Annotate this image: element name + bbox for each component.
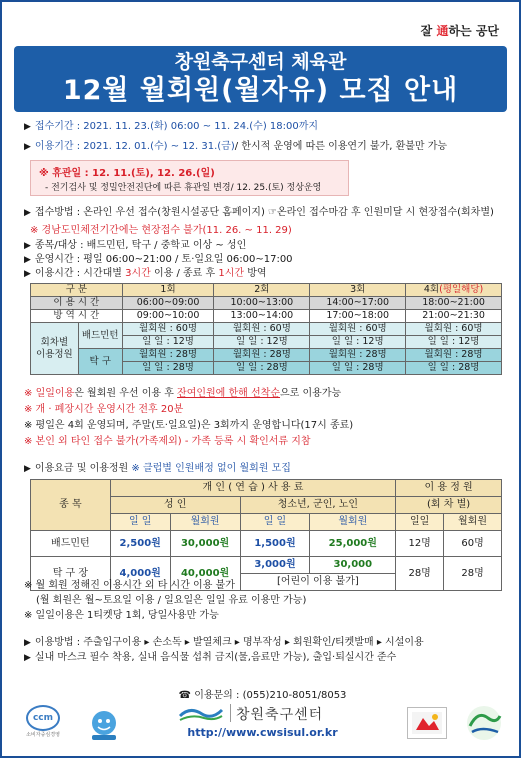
fees-col-personal: 개 인 ( 연 습 ) 사 용 료 xyxy=(110,480,395,497)
fees-table xyxy=(30,479,502,591)
tabletennis-label: 탁 구 xyxy=(78,349,122,375)
title-line2: 12월 월회원(월자유) 모집 안내 xyxy=(62,75,459,106)
fees-youth-monthly: 30,000 xyxy=(310,557,396,574)
rule-2: (월 회원은 월~토요일 이용 / 일요일은 일일 유료 이용만 가능) xyxy=(36,595,307,606)
tt-month-cell: 월회원 : 28명 xyxy=(310,349,406,362)
tt-month-cell: 월회원 : 28명 xyxy=(406,349,502,362)
badminton-day-cell: 일 일 : 12명 xyxy=(310,336,406,349)
note-weekday: ※ 평일은 4회 운영되며, 주말(토·일요일)은 3회까지 운영합니다(17시 종료) xyxy=(24,420,354,431)
usage-line: ▶ 이용시간 : 시간대별 3시간 이용 / 종료 후 1시간 방역 xyxy=(24,268,267,279)
center-logo: 창원축구센터 xyxy=(178,702,350,726)
note-open-close: ※ 개 · 폐장시간 운영시간 전후 20분 xyxy=(24,404,184,415)
badminton-month-cell: 월회원 : 60명 xyxy=(122,323,214,336)
note-daily-use: ※ 일일이용은 월회원 우선 이용 후 잔여인원에 한해 선착순으로 이용가능 xyxy=(24,388,342,399)
fees-col-cap-monthly: 월회원 xyxy=(444,514,502,531)
rule-5: ▶ 실내 마스크 필수 착용, 실내 음식물 섭취 금지(물,음료만 가능), 출입·퇴실시간 준수 xyxy=(24,652,397,663)
fees-youth-note: [어린이 이용 불가] xyxy=(240,574,396,591)
badminton-day-cell: 일 일 : 12명 xyxy=(406,336,502,349)
fees-col-daily: 일 일 xyxy=(110,514,170,531)
fees-col-item: 종 목 xyxy=(31,480,111,531)
fees-youth-monthly: 25,000원 xyxy=(310,531,396,557)
note-registration: ※ 본인 외 타인 접수 불가(가족제외) - 가족 등록 시 확인서류 지참 xyxy=(24,436,311,447)
website-link[interactable]: http://www.cwsisul.or.kr xyxy=(187,726,338,739)
fees-col-capacity2: (회 차 별) xyxy=(396,497,502,514)
holiday-box xyxy=(30,160,349,196)
fees-cap-monthly: 28명 xyxy=(444,557,502,591)
schedule-table xyxy=(30,283,502,375)
quarantine-time-cell: 09:00~10:00 xyxy=(122,310,214,323)
method-line: ▶ 접수방법 : 온라인 우선 접수(창원시설공단 홈페이지) ☞온라인 접수마감 후 인원미달 시 현장접수(회차별) xyxy=(24,207,494,218)
tt-month-cell: 월회원 : 28명 xyxy=(214,349,310,362)
target-line: ▶ 종목/대상 : 배드민턴, 탁구 / 중학교 이상 ~ 성인 xyxy=(24,240,247,251)
rule-1: ※ 월 회원 정해진 이용시간 외 타 시간 이용 불가 xyxy=(24,580,235,591)
ccm-logo: ccm 소비자중심경영 xyxy=(16,705,70,739)
fees-adult-monthly: 30,000원 xyxy=(170,531,240,557)
slogan: 잘 通하는 공단 xyxy=(420,24,499,38)
fees-adult-daily: 2,500원 xyxy=(110,531,170,557)
fees-cap-daily: 12명 xyxy=(396,531,444,557)
quarantine-time-cell: 13:00~14:00 xyxy=(214,310,310,323)
schedule-head-3: 3회 xyxy=(310,284,406,297)
schedule-head-2: 2회 xyxy=(214,284,310,297)
badge-logo xyxy=(407,707,447,739)
fees-cap-daily: 28명 xyxy=(396,557,444,591)
capacity-label: 회차별 이용정원 xyxy=(31,323,79,375)
schedule-head-1: 1회 xyxy=(122,284,214,297)
schedule-head-0: 구 분 xyxy=(31,284,123,297)
fees-col-monthly: 월회원 xyxy=(310,514,396,531)
badminton-month-cell: 월회원 : 60명 xyxy=(214,323,310,336)
tt-day-cell: 일 일 : 28명 xyxy=(406,362,502,375)
fees-col-youth: 청소년, 군인, 노인 xyxy=(240,497,396,514)
quarantine-time-label: 방 역 시 간 xyxy=(31,310,123,323)
fees-col-capacity: 이 용 정 원 xyxy=(396,480,502,497)
use-time-cell: 18:00~21:00 xyxy=(406,297,502,310)
quarantine-time-cell: 21:00~21:30 xyxy=(406,310,502,323)
fees-col-monthly: 월회원 xyxy=(170,514,240,531)
fees-youth-daily: 1,500원 xyxy=(240,531,310,557)
badminton-month-cell: 월회원 : 60명 xyxy=(406,323,502,336)
badminton-label: 배드민턴 xyxy=(78,323,122,349)
fees-col-adult: 성 인 xyxy=(110,497,240,514)
use-time-cell: 06:00~09:00 xyxy=(122,297,214,310)
use-time-label: 이 용 시 간 xyxy=(31,297,123,310)
fees-title: ▶ 이용요금 및 이용정원 ※ 클럽별 인원배정 없이 월회원 모집 xyxy=(24,463,291,474)
gyeongnam-note: ※ 경남도민체전기간에는 현장접수 불가(11. 26. ~ 11. 29) xyxy=(30,225,292,236)
tt-day-cell: 일 일 : 28명 xyxy=(214,362,310,375)
apply-period-line: ▶ 접수기간 : 2021. 11. 23.(화) 06:00 ~ 11. 24.(수) 18:00까지 xyxy=(24,121,319,132)
schedule-head-4: 4회(평일해당) xyxy=(406,284,502,297)
use-time-cell: 10:00~13:00 xyxy=(214,297,310,310)
use-period-line: ▶ 이용기간 : 2021. 12. 01.(수) ~ 12. 31.(금)/ 한시적 운영에 따른 이용연기 불가, 환불만 가능 xyxy=(24,141,448,152)
city-logo xyxy=(460,704,508,742)
holiday-note: - 전기검사 및 정밀안전진단에 따른 휴관일 변경/ 12. 25.(토) 정상운영 xyxy=(45,183,322,193)
title-banner xyxy=(14,46,507,112)
badminton-month-cell: 월회원 : 60명 xyxy=(310,323,406,336)
fees-row-item: 탁 구 장 xyxy=(31,557,111,591)
fees-youth-daily: 3,000원 xyxy=(240,557,310,574)
quarantine-time-cell: 17:00~18:00 xyxy=(310,310,406,323)
fees-adult-daily: 4,000원 xyxy=(110,557,170,591)
use-time-cell: 14:00~17:00 xyxy=(310,297,406,310)
rule-4: ▶ 이용방법 : 주출입구이용 ▸ 손소독 ▸ 발열체크 ▸ 명부작성 ▸ 회원확인/티켓발매 ▸ 시설이용 xyxy=(24,637,424,648)
fees-col-daily: 일 일 xyxy=(240,514,310,531)
fees-row-item: 배드민턴 xyxy=(31,531,111,557)
fees-cap-monthly: 60명 xyxy=(444,531,502,557)
inquiry: ☎ 이용문의 : (055)210-8051/8053 xyxy=(178,690,347,701)
tt-month-cell: 월회원 : 28명 xyxy=(122,349,214,362)
holiday-line: ※ 휴관일 : 12. 11.(토), 12. 26.(일) xyxy=(39,168,215,179)
badminton-day-cell: 일 일 : 12명 xyxy=(122,336,214,349)
badminton-day-cell: 일 일 : 12명 xyxy=(214,336,310,349)
tt-day-cell: 일 일 : 28명 xyxy=(122,362,214,375)
fees-adult-monthly: 40,000원 xyxy=(170,557,240,591)
fees-col-cap-daily: 일일 xyxy=(396,514,444,531)
hours-line: ▶ 운영시간 : 평일 06:00~21:00 / 토·일요일 06:00~17:00 xyxy=(24,254,293,265)
rule-3: ※ 일일이용은 1티켓당 1회, 당일사용만 가능 xyxy=(24,610,219,621)
tt-day-cell: 일 일 : 28명 xyxy=(310,362,406,375)
title-line1: 창원축구센터 체육관 xyxy=(174,51,347,73)
